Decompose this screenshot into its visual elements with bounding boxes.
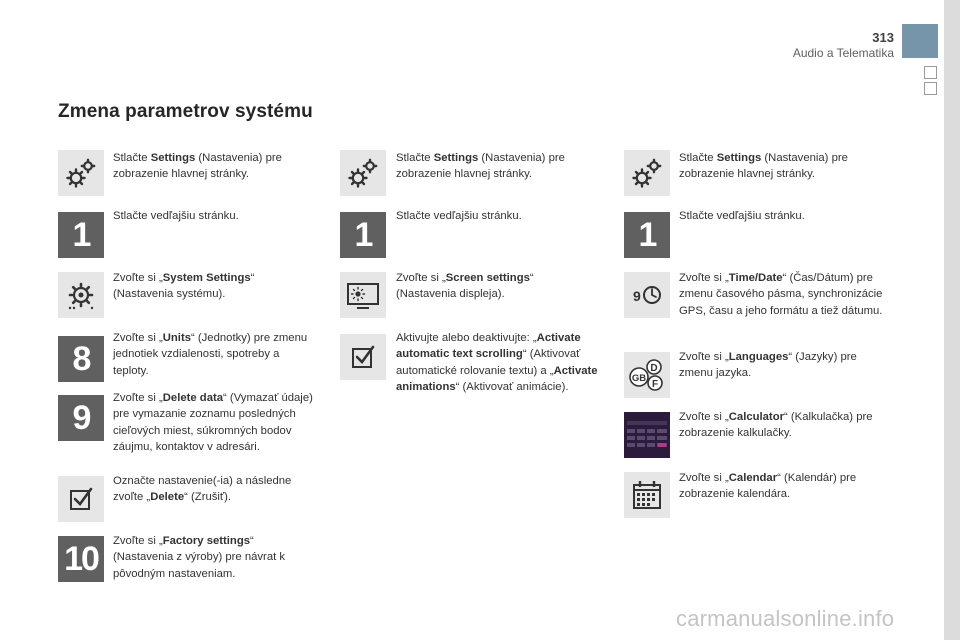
calendar-icon: [624, 472, 670, 518]
instruction-text: Zvoľte si „Screen settings“ (Nastavenia displeja).: [396, 272, 534, 301]
page-edge-strip: [944, 0, 960, 640]
calculator-screen-icon: [624, 412, 670, 458]
settings-gears-icon: [340, 150, 386, 196]
section-title: Audio a Telematika: [792, 46, 894, 60]
instruction-text: Zvoľte si „Delete data“ (Vymazať údaje) pre vymazanie zoznamu posledných cieľových miest, súkromných bodov záujmu, kontaktov v adresári.: [113, 392, 313, 454]
language-code: D: [650, 363, 658, 374]
instruction-text: Stlačte Settings (Nastavenia) pre zobrazenie hlavnej stránky.: [113, 152, 282, 181]
system-settings-gear-icon: [58, 272, 104, 318]
instruction-text: Aktivujte alebo deaktivujte: „Activate automatic text scrolling“ (Aktivovať automatické rolovanie textu) a „Activate animations“ (Aktivovať animácie).: [396, 332, 598, 394]
svg-text:9: 9: [633, 288, 641, 304]
square-icon[interactable]: [924, 82, 937, 95]
clock-icon: [624, 272, 670, 318]
page-number: 313: [872, 30, 894, 45]
watermark: carmanualsonline.info: [676, 606, 895, 631]
instruction-text: Zvoľte si „Factory settings“ (Nastavenia z výroby) pre návrat k pôvodným nastaveniam.: [113, 535, 286, 580]
checkbox-icon: [340, 334, 386, 380]
step-badge: 1: [340, 212, 386, 258]
step-badge: 8: [58, 336, 104, 382]
screen-brightness-icon: [340, 272, 386, 318]
instruction-text: Zvoľte si „Calculator“ (Kalkulačka) pre zobrazenie kalkulačky.: [679, 411, 873, 440]
instruction-text: Stlačte Settings (Nastavenia) pre zobrazenie hlavnej stránky.: [396, 152, 565, 181]
instruction-text: Označte nastavenie(-ia) a následne zvoľte „Delete“ (Zrušiť).: [113, 475, 292, 504]
section-tab: [902, 24, 938, 58]
language-code: F: [651, 379, 659, 390]
settings-gears-icon: [58, 150, 104, 196]
step-badge: 1: [58, 212, 104, 258]
checkbox-icon: [58, 476, 104, 522]
step-badge: 1: [624, 212, 670, 258]
instruction-text: Stlačte vedľajšiu stránku.: [679, 210, 805, 222]
instruction-text: Zvoľte si „Time/Date“ (Čas/Dátum) pre zmenu časového pásma, synchronizácie GPS, času a jeho formátu a tiež dátumu.: [679, 272, 883, 317]
instruction-text: Zvoľte si „Units“ (Jednotky) pre zmenu jednotiek vzdialenosti, spotreby a teploty.: [113, 332, 308, 377]
settings-gears-icon: [624, 150, 670, 196]
instruction-text: Stlačte vedľajšiu stránku.: [113, 210, 239, 222]
instruction-text: Zvoľte si „Calendar“ (Kalendár) pre zobrazenie kalendára.: [679, 472, 857, 501]
page-title: Zmena parametrov systému: [58, 101, 313, 122]
instruction-text: Zvoľte si „Languages“ (Jazyky) pre zmenu jazyka.: [679, 351, 857, 380]
step-badge: 10: [58, 536, 104, 582]
instruction-text: Zvoľte si „System Settings“ (Nastavenia systému).: [113, 272, 255, 301]
square-icon[interactable]: [924, 66, 937, 79]
language-code: GB: [631, 373, 647, 384]
instruction-text: Stlačte Settings (Nastavenia) pre zobrazenie hlavnej stránky.: [679, 152, 848, 181]
step-badge: 9: [58, 395, 104, 441]
language-flags-icon: [624, 352, 670, 398]
instruction-text: Stlačte vedľajšiu stránku.: [396, 210, 522, 222]
